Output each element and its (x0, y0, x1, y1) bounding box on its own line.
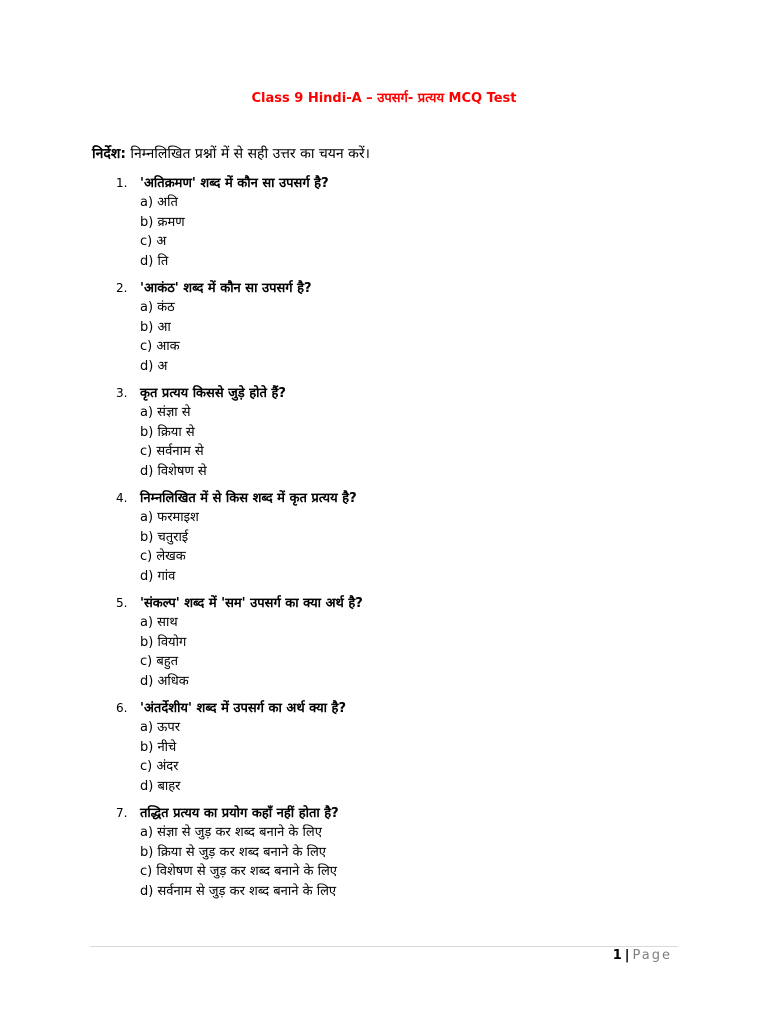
option-b: b) क्रमण (140, 214, 185, 230)
question-text: 'संकल्प' शब्द में 'सम' उपसर्ग का क्या अर्थ है? (140, 596, 363, 611)
option-b: b) नीचे (140, 739, 177, 755)
page-title: Class 9 Hindi-A – उपसर्ग- प्रत्यय MCQ Test (251, 91, 517, 106)
option-d: d) विशेषण से (140, 463, 207, 479)
question-text: 'अतिक्रमण' शब्द में कौन सा उपसर्ग है? (140, 176, 329, 191)
option-a: a) अति (140, 195, 178, 210)
option-b: b) आ (140, 319, 171, 335)
option-b: b) क्रिया से (140, 424, 195, 440)
question-text: कृत प्रत्यय किससे जुड़े होते हैं? (140, 386, 286, 401)
footer-divider (90, 946, 678, 947)
instruction-line (92, 144, 370, 163)
question-list (0, 174, 768, 909)
question-item (0, 384, 768, 481)
option-d: d) सर्वनाम से जुड़ कर शब्द बनाने के लिए (140, 883, 337, 899)
instruction-label: निर्देश: (92, 146, 126, 162)
option-c: c) अ (140, 234, 167, 249)
option-c: c) अंदर (140, 759, 179, 774)
option-b: b) चतुराई (140, 529, 189, 545)
question-item (0, 279, 768, 376)
option-a: a) ऊपर (140, 720, 181, 735)
page-footer (613, 948, 672, 963)
option-d: d) ति (140, 253, 169, 269)
option-c: c) आक (140, 339, 180, 354)
option-c: c) लेखक (140, 549, 186, 564)
option-c: c) बहुत (140, 654, 179, 669)
page-label: Page (632, 948, 672, 963)
question-number: 3. (116, 386, 128, 400)
option-a: a) साथ (140, 615, 178, 630)
question-text: तद्धित प्रत्यय का प्रयोग कहाँ नहीं होता है? (140, 806, 339, 821)
question-number: 2. (116, 281, 128, 295)
option-a: a) कंठ (140, 300, 175, 315)
question-text: निम्नलिखित में से किस शब्द में कृत प्रत्यय है? (140, 491, 357, 506)
page-number: 1 (612, 948, 622, 963)
question-number: 7. (116, 806, 128, 820)
option-a: a) संज्ञा से (140, 405, 191, 420)
option-d: d) अधिक (140, 673, 189, 689)
option-d: d) गांव (140, 568, 176, 584)
option-c: c) विशेषण से जुड़ कर शब्द बनाने के लिए (140, 864, 337, 879)
option-b: b) क्रिया से जुड़ कर शब्द बनाने के लिए (140, 844, 326, 860)
footer-separator: | (624, 948, 630, 963)
question-number: 6. (116, 701, 128, 715)
question-number: 1. (116, 176, 128, 190)
question-item (0, 489, 768, 586)
option-a: a) फरमाइश (140, 510, 199, 525)
option-b: b) वियोग (140, 634, 187, 650)
question-item (0, 804, 768, 901)
question-item (0, 174, 768, 271)
question-number: 5. (116, 596, 128, 610)
instruction-text: निम्नलिखित प्रश्नों में से सही उत्तर का चयन करें। (125, 146, 370, 162)
option-d: d) अ (140, 358, 168, 374)
question-number: 4. (116, 491, 128, 505)
question-item (0, 594, 768, 691)
option-a: a) संज्ञा से जुड़ कर शब्द बनाने के लिए (140, 825, 322, 840)
option-c: c) सर्वनाम से (140, 444, 204, 459)
question-item (0, 699, 768, 796)
question-text: 'अंतर्देशीय' शब्द में उपसर्ग का अर्थ क्या है? (140, 701, 346, 716)
question-text: 'आकंठ' शब्द में कौन सा उपसर्ग है? (140, 281, 312, 296)
option-d: d) बाहर (140, 778, 181, 794)
